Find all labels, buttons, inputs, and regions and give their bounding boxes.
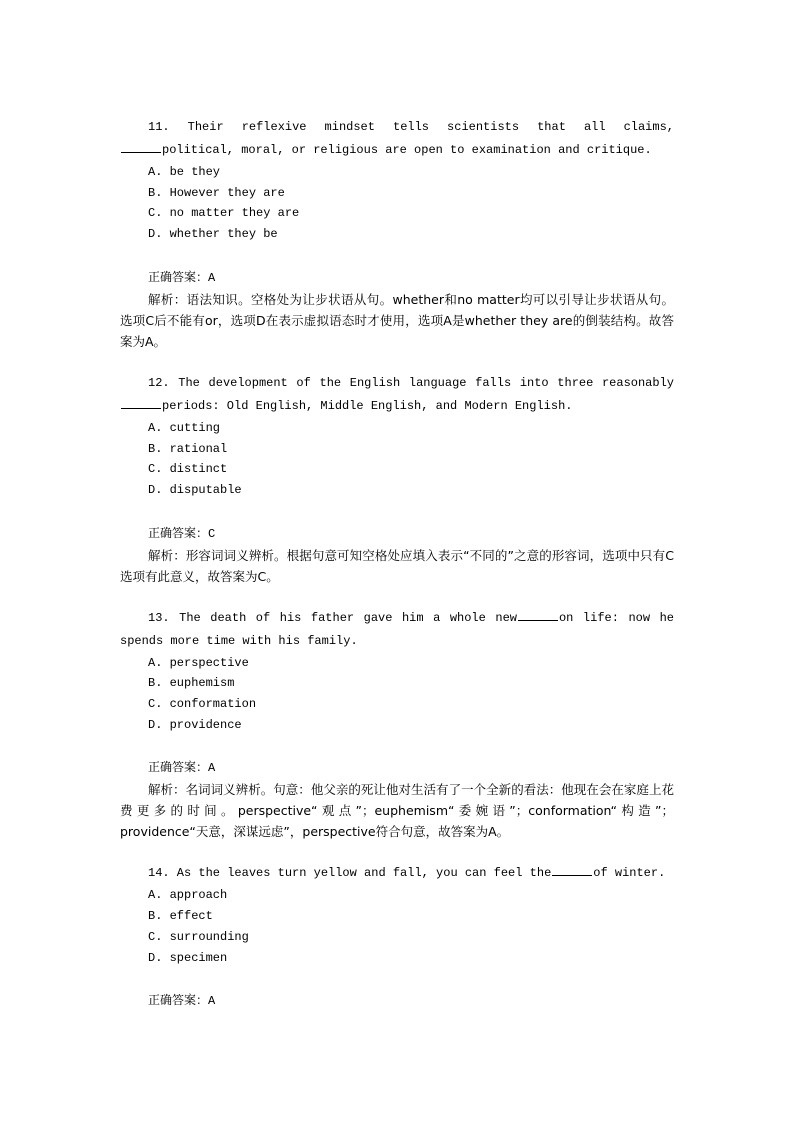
explanation: 解析：语法知识。空格处为让步状语从句。whether和no matter均可以引导让步状语从句。选项C后不能有or，选项D在表示虚拟语态时才使用，选项A是whether they are的倒装结构。故答案为A。	[120, 291, 674, 349]
option-a: A. perspective	[148, 655, 249, 670]
answer-blank	[121, 398, 161, 409]
option-b: B. However they are	[148, 185, 285, 200]
question-13	[120, 607, 674, 843]
correct-answer: 正确答案：C	[148, 525, 216, 541]
option-b: B. rational	[148, 441, 228, 456]
question-stem-line1: 14. As the leaves turn yellow and fall, you can feel the of winter.	[148, 866, 666, 881]
option-b: B. euphemism	[148, 676, 235, 691]
options-list	[148, 418, 674, 501]
correct-answer: 正确答案：A	[148, 760, 216, 776]
option-d: D. specimen	[148, 950, 228, 965]
explanation: 解析：形容词词义辨析。根据句意可知空格处应填入表示“不同的”之意的形容词，选项中只有C选项有此意义，故答案为C。	[120, 547, 674, 584]
answer-blank	[121, 142, 161, 153]
option-d: D. whether they be	[148, 227, 278, 242]
option-d: D. disputable	[148, 482, 242, 497]
question-14	[120, 862, 674, 1012]
question-stem-line1: 13. The death of his father gave him a whole new on life: now he	[148, 610, 674, 625]
question-stem-line2: spends more time with his family.	[120, 633, 358, 648]
correct-answer: 正确答案：A	[148, 993, 216, 1009]
question-stem-line1: 11. Their reflexive mindset tells scientists that all claims,	[148, 120, 674, 134]
option-a: A. be they	[148, 165, 221, 179]
options-list	[148, 653, 674, 736]
option-a: A. cutting	[148, 420, 221, 435]
option-b: B. effect	[148, 909, 213, 924]
question-12	[120, 372, 674, 587]
option-c: C. surrounding	[148, 929, 249, 944]
question-stem-line2: periods: Old English, Middle English, and Modern English.	[120, 395, 674, 418]
option-d: D. providence	[148, 717, 242, 732]
option-c: C. distinct	[148, 462, 228, 477]
option-a: A. approach	[148, 888, 228, 903]
answer-blank	[552, 865, 592, 876]
question-11	[120, 116, 674, 352]
document-page	[120, 116, 674, 1032]
option-c: C. no matter they are	[148, 206, 300, 221]
options-list	[148, 885, 674, 968]
answer-blank	[518, 610, 558, 621]
option-c: C. conformation	[148, 697, 257, 712]
explanation: 解析：名词词义辨析。句意：他父亲的死让他对生活有了一个全新的看法：他现在会在家庭上花费更多的时间。perspective“观点”；euphemism“委婉语”；conformation“构造”；providence“天意，深谋远虑”，perspective符合句意，故答案为A。	[120, 782, 674, 840]
question-stem-line2: political, moral, or religious are open to examination and critique.	[120, 139, 674, 162]
question-stem-line1: 12. The development of the English language falls into three reasonably	[148, 375, 674, 390]
options-list	[148, 162, 674, 245]
correct-answer: 正确答案：A	[148, 269, 216, 285]
